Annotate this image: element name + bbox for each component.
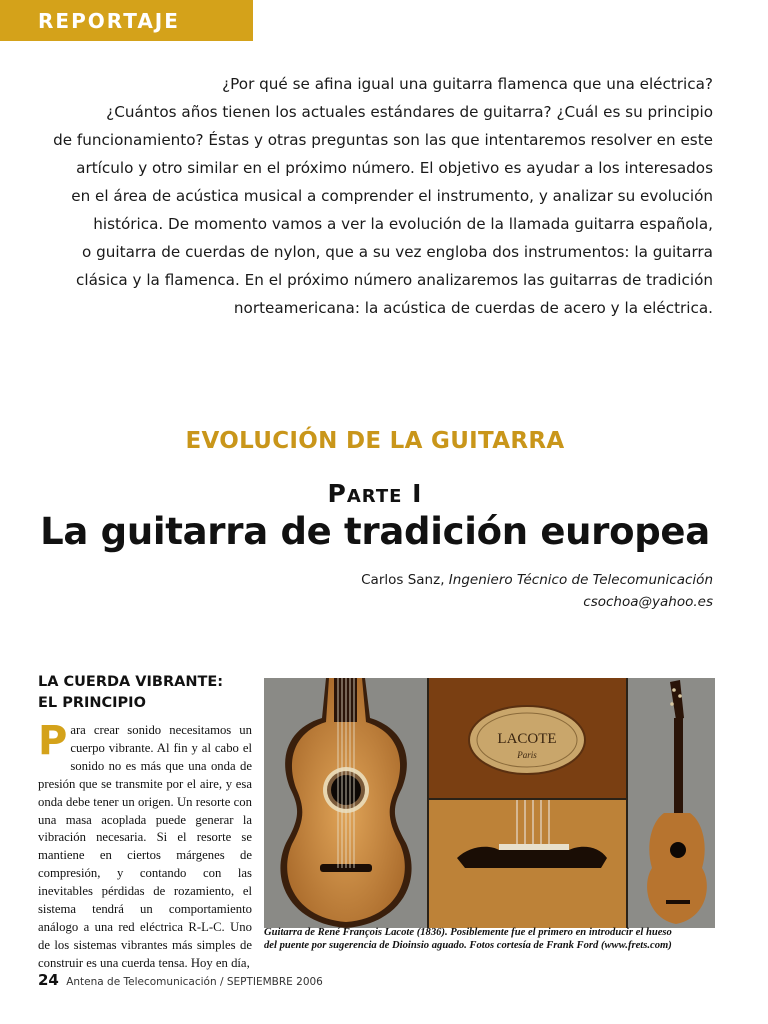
column-heading-line: EL PRINCIPIO	[38, 695, 146, 711]
intro-line: de funcionamiento? Éstas y otras preguntas son las que intentaremos resolver en este	[53, 131, 713, 149]
body-text: ara crear sonido necesitamos un cuerpo vibrante. Al fin y al cabo el sonido no es más que una onda de presión que se transmite por el aire, y esa onda debe tener un origen. Un resorte con una masa acoplada puede generar la vibración necesaria. Si el resorte se mantiene en ciertos márgenes de compresión, y contando con las inevitables pérdidas de rozamiento, el sistema tendrá un comportamiento análogo a una red eléctrica R-L-C. Uno de los sistemas vibrantes más simples de construir es una cuerda tensa. Hoy en día,	[38, 723, 252, 970]
intro-line: artículo y otro similar en el próximo número. El objetivo es ayudar a los interesados	[76, 159, 713, 177]
series-title: EVOLUCIÓN DE LA GUITARRA	[185, 428, 565, 454]
intro-line: norteamericana: la acústica de cuerdas de acero y la eléctrica.	[233, 299, 713, 317]
intro-line: o guitarra de cuerdas de nylon, que a su vez engloba dos instrumentos: la guitarra	[82, 243, 713, 261]
author-role: Ingeniero Técnico de Telecomunicación	[448, 572, 713, 588]
page-number: 24	[38, 971, 59, 989]
publication-info: Antena de Telecomunicación / SEPTIEMBRE 2006	[66, 976, 323, 988]
label-city-text: Paris	[517, 750, 537, 760]
intro-line: histórica. De momento vamos a ver la evolución de la llamada guitarra española,	[93, 215, 713, 233]
intro-line: ¿Por qué se afina igual una guitarra flamenca que una eléctrica?	[222, 75, 713, 93]
label-brand-text: LACOTE	[497, 731, 557, 747]
column-heading-line: LA CUERDA VIBRANTE:	[38, 674, 224, 690]
caption-line: del puente por sugerencia de Dioinsio aguado. Fotos cortesía de Frank Ford (www.frets.com)	[264, 939, 672, 951]
intro-paragraph	[40, 70, 713, 322]
byline	[361, 569, 713, 613]
section-tab	[0, 0, 253, 41]
label-and-bridge-photo	[429, 678, 626, 928]
guitar-side-photo	[628, 678, 715, 928]
figure-caption	[264, 927, 715, 953]
article-title: La guitarra de tradición europea	[40, 510, 710, 553]
drop-cap: P	[38, 718, 68, 764]
guitar-photo-strip	[264, 678, 715, 928]
intro-line: clásica y la flamenca. En el próximo número analizaremos las guitarras de tradición	[76, 271, 713, 289]
caption-line: Guitarra de René François Lacote (1836). Posiblemente fue el primero en introducir el hueso	[264, 927, 672, 938]
page-footer	[38, 971, 323, 989]
intro-line: en el área de acústica musical a comprender el instrumento, y analizar su evolución	[71, 187, 713, 205]
author-name: Carlos Sanz,	[361, 572, 445, 588]
section-label: REPORTAJE	[38, 8, 180, 33]
column-heading	[38, 672, 258, 714]
body-column	[38, 718, 252, 973]
part-label: Parte I	[327, 479, 423, 508]
intro-line: ¿Cuántos años tienen los actuales estándares de guitarra? ¿Cuál es su principio	[106, 103, 713, 121]
guitar-body-photo	[264, 678, 427, 928]
author-email[interactable]: csochoa@yahoo.es	[583, 594, 713, 610]
